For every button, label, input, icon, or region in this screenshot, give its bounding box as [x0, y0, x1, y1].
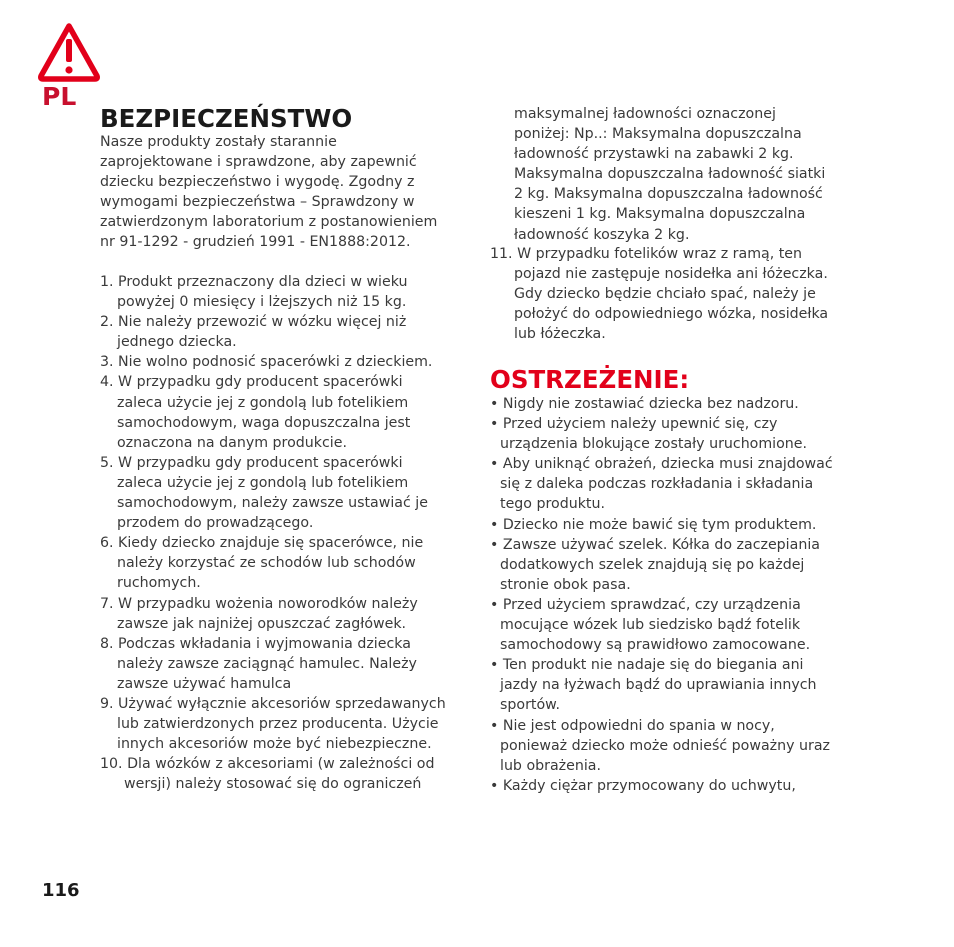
language-code: PL	[42, 82, 77, 111]
list-item-line: zaleca użycie jej z gondolą lub fotelikiem	[117, 394, 409, 411]
bullet-item	[490, 595, 850, 655]
bullet-line: się z daleka podczas rozkładania i składania	[500, 476, 814, 493]
bullet-line: • Aby uniknąć obrażeń, dziecka musi znajdować	[490, 456, 833, 473]
list-item-line: zawsze używać hamulca	[117, 675, 292, 692]
bullet-line: • Przed użyciem należy upewnić się, czy	[490, 416, 778, 433]
intro-line: wymogami bezpieczeństwa – Sprawdzony w	[100, 194, 415, 211]
list-item-line: kieszeni 1 kg. Maksymalna dopuszczalna	[514, 206, 806, 223]
list-item-line: oznaczona na danym produkcie.	[117, 434, 347, 451]
list-item	[100, 533, 456, 593]
bullet-line: jazdy na łyżwach bądź do uprawiania innych	[500, 677, 817, 694]
bullet-line: lub obrażenia.	[500, 757, 601, 774]
list-item	[100, 272, 456, 312]
list-item-line: lub łóżeczka.	[514, 326, 606, 343]
bullet-item	[490, 535, 850, 595]
list-item-line: 8. Podczas wkładania i wyjmowania dziecka	[100, 635, 411, 652]
list-item-line: należy zawsze zaciągnąć hamulec. Należy	[117, 655, 417, 672]
list-item-line: jednego dziecka.	[117, 334, 237, 351]
safety-intro	[100, 132, 456, 253]
bullet-line: • Dziecko nie może bawić się tym produktem.	[490, 516, 817, 533]
list-item-line: maksymalnej ładowności oznaczonej	[514, 106, 776, 122]
bullet-line: stronie obok pasa.	[500, 576, 631, 593]
intro-line: Nasze produkty zostały starannie	[100, 134, 337, 150]
bullet-item	[490, 655, 850, 715]
page-number: 116	[42, 880, 80, 901]
intro-line: dziecku bezpieczeństwo i wygodę. Zgodny z	[100, 174, 415, 191]
list-item-line: pojazd nie zastępuje nosidełka ani łóżeczka.	[514, 266, 828, 283]
list-item-line: 2 kg. Maksymalna dopuszczalna ładowność	[514, 186, 823, 203]
bullet-line: • Nigdy nie zostawiać dziecka bez nadzoru.	[490, 396, 799, 412]
intro-line: zaprojektowane i sprawdzone, aby zapewnić	[100, 154, 417, 171]
list-item-line: 1. Produkt przeznaczony dla dzieci w wieku	[100, 274, 408, 290]
list-item-line: poniżej: Np..: Maksymalna dopuszczalna	[514, 126, 802, 143]
list-item	[490, 244, 850, 344]
list-item-line: 9. Używać wyłącznie akcesoriów sprzedawanych	[100, 695, 446, 712]
bullet-item	[490, 716, 850, 776]
list-item-line: Gdy dziecko będzie chciało spać, należy je	[514, 286, 816, 303]
intro-line: nr 91-1292 - grudzień 1991 - EN1888:2012.	[100, 234, 411, 251]
bullet-item	[490, 454, 850, 514]
list-item-line: 11. W przypadku fotelików wraz z ramą, ten	[490, 246, 803, 262]
list-item-line: powyżej 0 miesięcy i lżejszych niż 15 kg.	[117, 294, 407, 311]
warning-triangle-icon	[37, 22, 101, 82]
item10-continued	[490, 104, 874, 245]
list-item	[100, 312, 456, 352]
list-item	[100, 352, 456, 372]
list-item-line: należy korzystać ze schodów lub schodów	[117, 555, 416, 572]
bullet-line: urządzenia blokujące zostały uruchomione.	[500, 436, 808, 453]
list-item-line: zawsze jak najniżej opuszczać zagłówek.	[117, 615, 407, 632]
list-item-line: innych akcesoriów może być niebezpieczne.	[117, 736, 432, 753]
list-item-line: 5. W przypadku gdy producent spacerówki	[100, 454, 403, 471]
list-item	[100, 754, 456, 794]
list-item-line: ładowność koszyka 2 kg.	[514, 226, 690, 243]
bullet-item	[490, 394, 850, 414]
list-item	[100, 634, 456, 694]
bullet-item	[490, 515, 850, 535]
intro-line: zatwierdzonym laboratorium z postanowieniem	[100, 214, 438, 231]
list-item-line: ruchomych.	[117, 575, 201, 592]
list-item-line: lub zatwierdzonych przez producenta. Użycie	[117, 716, 439, 733]
list-item	[100, 453, 456, 533]
bullet-line: ponieważ dziecko może odnieść poważny uraz	[500, 737, 830, 754]
list-item-line: 7. W przypadku wożenia noworodków należy	[100, 595, 418, 612]
bullet-line: dodatkowych szelek znajdują się po każdej	[500, 556, 805, 573]
bullet-line: sportów.	[500, 697, 560, 714]
bullet-line: • Każdy ciężar przymocowany do uchwytu,	[490, 777, 796, 794]
bullet-line: • Nie jest odpowiedni do spania w nocy,	[490, 717, 775, 734]
bullet-line: • Przed użyciem sprawdzać, czy urządzenia	[490, 596, 801, 613]
safety-list	[100, 272, 456, 794]
bullet-line: samochodowy są prawidłowo zamocowane.	[500, 637, 811, 654]
list-item-line: 2. Nie należy przewozić w wózku więcej niż	[100, 314, 407, 331]
list-item-line: 4. W przypadku gdy producent spacerówki	[100, 374, 403, 391]
list-item-line: wersji) należy stosować się do ograniczeń	[124, 776, 422, 793]
list-item-line: położyć do odpowiedniego wózka, nosidełka	[514, 306, 829, 323]
list-item-line: samochodowym, należy zawsze ustawiać je	[117, 495, 428, 512]
list-item	[100, 694, 456, 754]
warning-title: OSTRZEŻENIE:	[490, 365, 690, 394]
bullet-line: • Ten produkt nie nadaje się do biegania ani	[490, 657, 804, 674]
list-item-line: przodem do prowadzącego.	[117, 515, 314, 532]
list-item-line: 3. Nie wolno podnosić spacerówki z dzieckiem.	[100, 354, 433, 371]
safety-title: BEZPIECZEŃSTWO	[100, 104, 353, 133]
list-item-line: Maksymalna dopuszczalna ładowność siatki	[514, 166, 826, 183]
bullet-item	[490, 776, 850, 796]
bullet-line: • Zawsze używać szelek. Kółka do zaczepiania	[490, 536, 820, 553]
bullet-item	[490, 414, 850, 454]
list-item-line: zaleca użycie jej z gondolą lub fotelikiem	[117, 474, 409, 491]
list-item-line: ładowność przystawki na zabawki 2 kg.	[514, 146, 794, 163]
warning-list	[490, 394, 850, 796]
bullet-line: mocujące wózek lub siedzisko bądź fotelik	[500, 617, 801, 634]
list-item-line: samochodowym, waga dopuszczalna jest	[117, 414, 411, 431]
list-item	[100, 372, 456, 452]
list-item-line: 10. Dla wózków z akcesoriami (w zależności od	[100, 756, 435, 773]
list-item-line: 6. Kiedy dziecko znajduje się spacerówce, nie	[100, 535, 424, 552]
list-item	[100, 594, 456, 634]
bullet-line: tego produktu.	[500, 496, 605, 513]
